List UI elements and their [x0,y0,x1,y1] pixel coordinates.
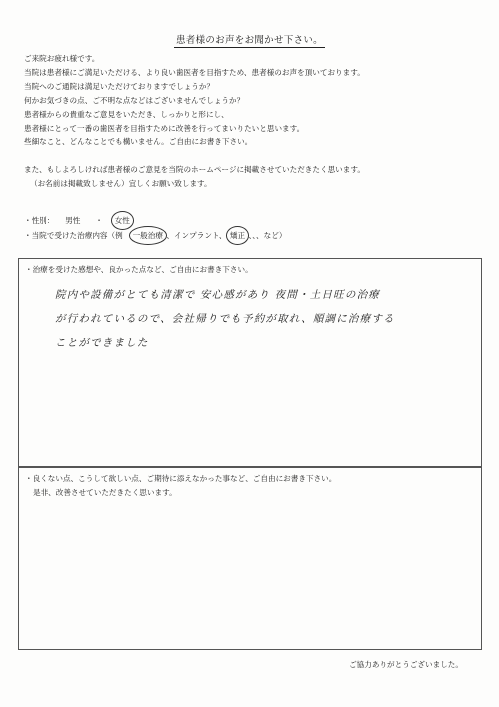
intro-text [24,52,474,191]
spacer [24,149,474,163]
gender-separator: ・ [95,216,103,225]
intro-line: 患者様にとって一番の歯医者を目指すために改善を行ってまいりたいと思います。 [24,123,305,133]
bad-points-label-line2: 是非、改善させていただきたく思います。 [33,488,177,497]
intro-line: 些細なこと、どんなことでも構いません。ご自由にお書き下さい。 [24,137,253,147]
intro-line: 患者様からの貴重なご意見をいただき、しっかりと形にし、 [24,109,229,119]
good-points-label: ・治療を受けた感想や、良かった点など、ご自由にお書き下さい。 [25,265,253,274]
gender-female-option-circled[interactable]: 女性 [114,216,130,225]
thank-you-note: ご協力ありがとうございました。 [349,660,463,669]
handwritten-line: 院内や設備がとても清潔で 安心感があり 夜間・土日旺の治療 [55,289,380,301]
handwritten-comment [55,283,485,355]
bad-points-label: ・良くない点、こうして欲しい点、ご期待に添えなかった事など、ご自由にお書き下さい。 [25,474,337,483]
treatment-label: ・当院で受けた治療内容（例 [24,231,123,240]
gender-row [24,215,474,226]
intro-line: 当院は患者様にご満足いただける、より良い歯医者を目指すため、患者様のお声を頂いております。 [24,67,365,77]
treatment-ortho-option-circled[interactable]: 矯正 [229,231,246,240]
treatment-separator: 、、、など） [248,231,287,240]
gender-label: ・性別： [24,216,55,225]
handwritten-line: ことができました [55,337,149,349]
treatment-general-option-circled[interactable]: 一般治療 [132,231,163,240]
intro-line: 当院へのご通院は満足いただけておりますでしょうか？ [24,81,215,91]
publish-line: また、もしよろしければ患者様のご意見を当院のホームページに掲載させていただきたく思います。 [24,165,365,175]
intro-line: ご来院お疲れ様です。 [24,54,100,63]
gender-male-option[interactable]: 男性 [65,216,81,225]
handwritten-line: が行われているので、会社帰りでも予約が取れ、順調に治療する [55,313,395,325]
page-title [0,32,499,48]
intro-line: 何かお気づきの点、ご不明な点などはございませんでしょうか？ [24,95,245,105]
treatment-row [24,230,474,241]
treatment-separator: 、インプラント、 [166,231,227,240]
bad-points-box[interactable] [18,466,482,650]
page-title-text: 患者様のお声をお聞かせ下さい。 [174,32,325,48]
publish-line: （お名前は掲載致しません）宜しくお願い致します。 [30,179,212,189]
good-points-box[interactable] [18,258,482,468]
